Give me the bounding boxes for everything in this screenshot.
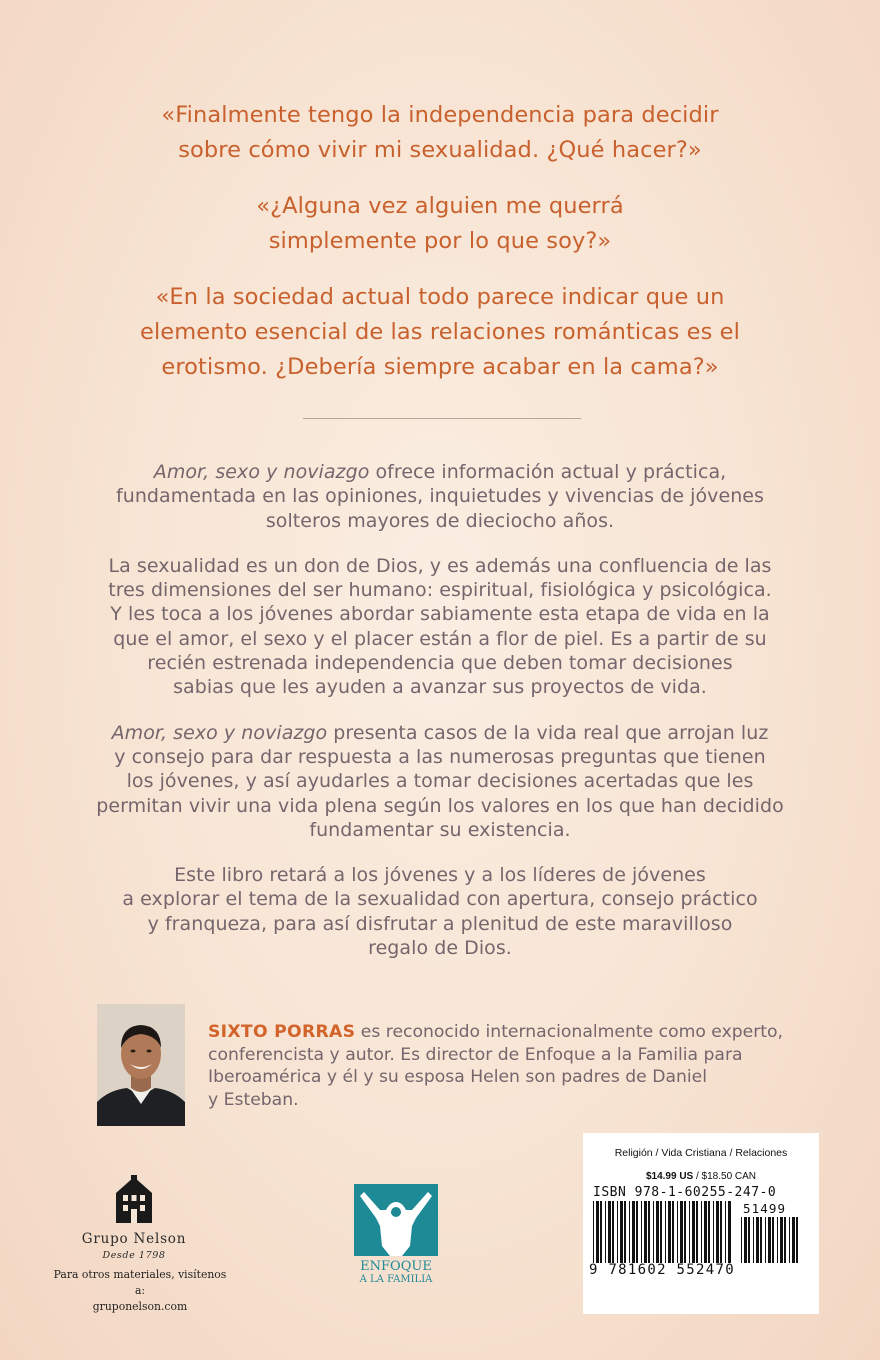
barcode-bar xyxy=(653,1201,654,1263)
barcode-panel xyxy=(583,1133,819,1314)
barcode-bar xyxy=(668,1201,671,1263)
barcode-bar xyxy=(600,1201,602,1263)
barcode-bar xyxy=(696,1201,698,1263)
author-photo xyxy=(97,1004,185,1126)
ean-barcode xyxy=(593,1201,733,1263)
barcode-bar xyxy=(753,1217,754,1263)
author-name: SIXTO PORRAS xyxy=(208,1022,356,1042)
barcode-bar xyxy=(620,1201,623,1263)
price-label: $14.99 US / $18.50 CAN xyxy=(645,1171,757,1182)
barcode-bar xyxy=(716,1201,719,1263)
author-bio: SIXTO PORRAS es reconocido internacionalmente como experto, conferencista y autor. Es director de Enfoque a la Familia para Iberoamérica y él y su esposa Helen son padres de Daniel y Esteban. xyxy=(208,1022,784,1110)
barcode-bar xyxy=(656,1201,659,1263)
barcode-bar xyxy=(593,1201,594,1263)
pull-quotes xyxy=(0,98,880,406)
quote-1: «Finalmente tengo la independencia para decidir sobre cómo vivir mi sexualidad. ¿Qué hacer?» xyxy=(161,102,719,163)
barcode-bar xyxy=(704,1201,707,1263)
quote-3: «En la sociedad actual todo parece indicar que un elemento esencial de las relaciones románticas es el erotismo. ¿Debería siempre acabar en la cama?» xyxy=(140,284,740,380)
barcode-bar xyxy=(644,1201,647,1263)
barcode-bar xyxy=(744,1217,747,1263)
house-icon xyxy=(112,1175,156,1225)
paragraph-2: La sexualidad es un don de Dios, y es además una confluencia de las tres dimensiones del ser humano: espiritual, fisiológica y psicológica. Y les toca a los jóvenes abordar sabiamente esta etapa de vida en la que el amor, el sexo y el placer están a flor de piel. Es a partir de su recién estrenada independencia que deben tomar decisiones sabias que les ayuden a avanzar sus proyectos de vida. xyxy=(108,554,772,699)
category-label: Religión / Vida Cristiana / Relaciones xyxy=(614,1147,788,1159)
barcode-bar xyxy=(708,1201,710,1263)
barcode-bar xyxy=(632,1201,635,1263)
description-body xyxy=(0,460,880,981)
barcode-bar xyxy=(684,1201,686,1263)
barcode-bar xyxy=(728,1201,731,1263)
barcode-bar xyxy=(680,1201,683,1263)
barcode-bar xyxy=(784,1217,786,1263)
quote-2: «¿Alguna vez alguien me querrá simplemente por lo que soy?» xyxy=(256,193,624,254)
enfoque-line1: ENFOQUE xyxy=(360,1259,432,1274)
barcode-bar xyxy=(756,1217,759,1263)
barcode-bar xyxy=(636,1201,638,1263)
barcode-bar xyxy=(641,1201,642,1263)
barcode-bar xyxy=(768,1217,771,1263)
publisher-website: gruponelson.com xyxy=(92,1300,188,1313)
barcode-bar xyxy=(777,1217,778,1263)
barcode-bar xyxy=(780,1217,783,1263)
barcode-addon-text: 51499 xyxy=(743,1201,787,1216)
barcode-bar xyxy=(617,1201,618,1263)
barcode-bar xyxy=(672,1201,674,1263)
paragraph-4: Este libro retará a los jóvenes y a los líderes de jóvenes a explorar el tema de la sexualidad con apertura, consejo práctico y franqueza, para así disfrutar a plenitud de este maravilloso regalo de Dios. xyxy=(122,864,758,960)
barcode-bar xyxy=(665,1201,666,1263)
barcode-bar xyxy=(677,1201,678,1263)
publisher-logo xyxy=(60,1175,208,1261)
barcode-bar xyxy=(605,1201,606,1263)
barcode-bar xyxy=(612,1201,614,1263)
enfoque-line2: A LA FAMILIA xyxy=(359,1274,433,1285)
isbn-text: ISBN 978-1-60255-247-0 xyxy=(593,1185,777,1200)
barcode-bar xyxy=(748,1217,750,1263)
barcode-bar xyxy=(760,1217,762,1263)
barcode-bar xyxy=(701,1201,702,1263)
barcode-bar xyxy=(648,1201,650,1263)
paragraph-1: Amor, sexo y noviazgo ofrece información actual y práctica, fundamentada en las opiniones, inquietudes y vivencias de jóvenes solteros mayores de dieciocho años. xyxy=(116,461,764,532)
barcode-bar xyxy=(713,1201,714,1263)
addon-barcode xyxy=(741,1217,803,1263)
barcode-bar xyxy=(741,1217,742,1263)
barcode-bar xyxy=(796,1217,798,1263)
publisher-since: Desde 1798 xyxy=(102,1250,166,1261)
book-title: Amor, sexo y noviazgo xyxy=(111,721,328,744)
barcode-bar xyxy=(765,1217,766,1263)
barcode-bar xyxy=(608,1201,611,1263)
barcode-bar xyxy=(720,1201,722,1263)
barcode-bar xyxy=(692,1201,695,1263)
barcode-bar xyxy=(596,1201,599,1263)
barcode-bar xyxy=(725,1201,726,1263)
enfoque-family-icon xyxy=(350,1182,442,1286)
book-title: Amor, sexo y noviazgo xyxy=(153,461,370,483)
enfoque-logo xyxy=(350,1182,442,1286)
publisher-name: Grupo Nelson xyxy=(81,1231,187,1247)
barcode-bar xyxy=(689,1201,690,1263)
barcode-bar xyxy=(772,1217,774,1263)
paragraph-3: Amor, sexo y noviazgo presenta casos de la vida real que arrojan luz y consejo para dar respuesta a las numerosas preguntas que tienen los jóvenes, y así ayudarles a tomar decisiones acertadas que les permitan vivir una vida plena según los valores en los que han decidido fundamentar su existencia. xyxy=(96,721,784,841)
barcode-bar xyxy=(789,1217,790,1263)
barcode-bar xyxy=(629,1201,630,1263)
publisher-note: Para otros materiales, visítenos a: gruponelson.com xyxy=(53,1268,227,1313)
barcode-bar xyxy=(624,1201,626,1263)
barcode-bar xyxy=(660,1201,662,1263)
ean-number: 9 781602 552470 xyxy=(589,1262,735,1278)
author-portrait-icon xyxy=(97,1004,185,1126)
section-divider xyxy=(303,418,581,419)
barcode-bar xyxy=(792,1217,795,1263)
